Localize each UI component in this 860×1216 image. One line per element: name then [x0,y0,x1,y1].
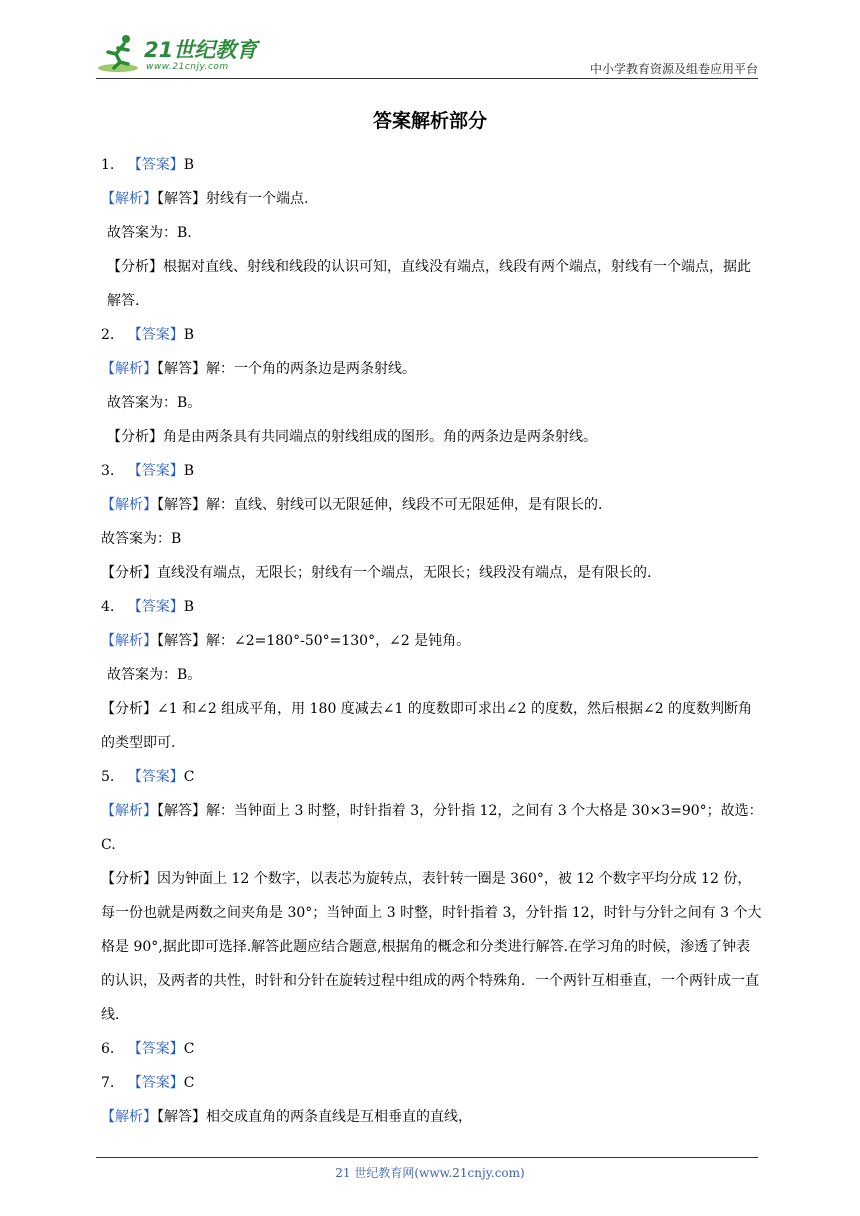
explanation-line [101,352,763,386]
analysis-text: 直线没有端点，无限长；射线有一个端点，无限长；线段没有端点，是有限长的. [157,565,652,581]
jieda-tag: 【解答】 [157,191,206,207]
explanation-line [101,1100,763,1134]
question-number: 3. [101,463,115,479]
answer-line [101,318,763,352]
brand-logo [96,32,266,76]
answer-value: C [183,769,195,785]
footer-divider [96,1157,758,1158]
analysis-text: 因为钟面上 12 个数字，以表芯为旋转点，表针转一圈是 360°，被 12 个数字平均分成 12 份，每一份也就是两数之间夹角是 30°；当钟面上 3 时整，时针指着 3，分针指 12，时针与分针之间有 3 个大格是 90°,据此即可选择.解答此题应结合题意,根据角的概念和分类进行解答.在学习角的时候，渗透了钟表的认识，及两者的共性，时针和分针在旋转过程中组成的两个特殊角．一个两针互相垂直，一个两针成一直线. [101,871,762,1023]
answer-line [101,760,763,794]
jieda-tag: 【解答】 [157,497,206,513]
page-footer: 21 世纪教育网(www.21cnjy.com) [335,1166,525,1180]
brand-name: 21世纪教育 [144,38,258,62]
jiexi-tag: 【解析】 [101,1109,157,1125]
answer-tag: 【答案】 [127,157,184,173]
analysis-text: 角是由两条具有共同端点的射线组成的图形。角的两条边是两条射线。 [163,429,597,445]
explanation-line [101,794,763,862]
jieda-tag: 【解答】 [157,633,206,649]
page-title: 答案解析部分 [372,110,487,132]
explanation-text: 解：当钟面上 3 时整，时针指着 3，分针指 12，之间有 3 个大格是 30×3=90°；故选：C. [101,803,763,853]
jiexi-tag: 【解析】 [101,633,157,649]
header-platform-text: 中小学教育资源及组卷应用平台 [589,62,758,76]
page-header [96,28,758,80]
answer-line [101,590,763,624]
fenxi-tag: 【分析】 [101,565,157,581]
answer-line [101,148,763,182]
analysis-line [101,862,763,1032]
answer-tag: 【答案】 [127,769,184,785]
explanation-text: 射线有一个端点. [206,191,309,207]
brand-url: www.21cnjy.com [146,62,229,72]
question-number: 7. [101,1075,115,1091]
analysis-text: 根据对直线、射线和线段的认识可知，直线没有端点，线段有两个端点，射线有一个端点，据此解答. [107,259,751,309]
answer-line [101,1032,763,1066]
question-number: 5. [101,769,115,785]
question-number: 4. [101,599,115,615]
question-number: 2. [101,327,115,343]
answer-value: C [183,1041,195,1057]
jiexi-tag: 【解析】 [101,361,157,377]
analysis-text: ∠1 和∠2 组成平角，用 180 度减去∠1 的度数即可求出∠2 的度数，然后根据∠2 的度数判断角的类型即可. [101,701,753,751]
answer-line [101,1066,763,1100]
answer-value: B [183,327,195,343]
fenxi-tag: 【分析】 [107,259,163,275]
question-number: 6. [101,1041,115,1057]
answer-content [101,148,763,1134]
jieda-tag: 【解答】 [157,803,206,819]
header-divider [96,78,758,79]
analysis-line [101,692,763,760]
answer-value: B [183,157,195,173]
jiexi-tag: 【解析】 [101,803,157,819]
fenxi-tag: 【分析】 [101,871,157,887]
answer-value: C [183,1075,195,1091]
conclusion-line: 故答案为：B。 [107,395,202,411]
analysis-line [101,250,763,318]
jieda-tag: 【解答】 [157,361,206,377]
answer-line [101,454,763,488]
answer-tag: 【答案】 [127,463,184,479]
analysis-line [101,420,763,454]
explanation-line [101,624,763,658]
explanation-text: 解：一个角的两条边是两条射线。 [206,361,416,377]
conclusion-line: 故答案为：B [101,531,182,547]
conclusion-line: 故答案为：B. [107,225,192,241]
jieda-tag: 【解答】 [157,1109,206,1125]
conclusion-line: 故答案为：B。 [107,667,202,683]
answer-value: B [183,463,195,479]
fenxi-tag: 【分析】 [107,429,163,445]
fenxi-tag: 【分析】 [101,701,157,717]
explanation-text: 解：直线、射线可以无限延伸，线段不可无限延伸，是有限长的. [206,497,603,513]
explanation-text: 解：∠2=180°-50°=130°，∠2 是钝角。 [206,633,471,649]
answer-tag: 【答案】 [127,1075,184,1091]
jiexi-tag: 【解析】 [101,191,157,207]
answer-tag: 【答案】 [127,327,184,343]
explanation-line [101,182,763,216]
explanation-line [101,488,763,522]
answer-value: B [183,599,195,615]
question-number: 1. [101,157,115,173]
analysis-line [101,556,763,590]
answer-tag: 【答案】 [127,599,184,615]
explanation-text: 相交成直角的两条直线是互相垂直的直线， [206,1109,472,1125]
jiexi-tag: 【解析】 [101,497,157,513]
runner-icon [96,32,142,76]
answer-tag: 【答案】 [127,1041,184,1057]
